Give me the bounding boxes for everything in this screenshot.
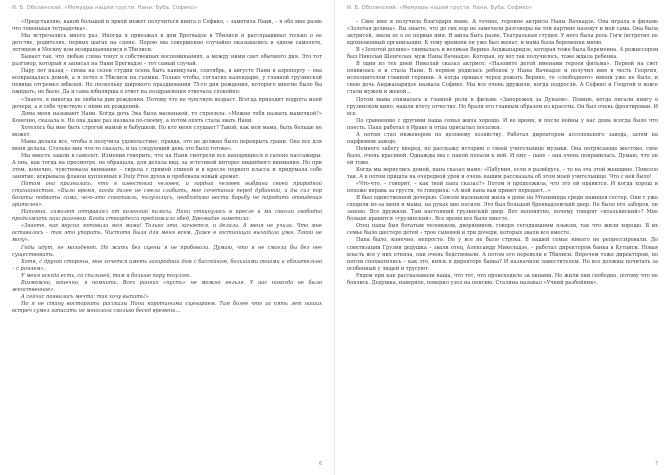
- paragraph: Дома меня называют Нани. Когда дочь Эка была маленькой, то спросила: «Можно тебя назвать мамочкой?» Конечно, сказала я. Но она даже раз назвала по-своему, а потом опять стала звать Нани.: [12, 110, 322, 124]
- right-running-head: [347, 5, 658, 12]
- right-page-body: [347, 19, 658, 287]
- right-page: [335, 0, 670, 475]
- paragraph: Напомни, самолет отправлял от коленной полосы. Нани откинулась в кресле и ми смогли свободно продолжить наш разговор. Когда стюардесса предложила обед, Брегвадзе заметила:: [12, 209, 322, 223]
- paragraph: Мама делала все, чтобы я получила удовольствие, правда, это не должно было перекрыть грани. Она все для меня делала. Столько мне что-то сказать, и на следующий день это было готово».: [12, 138, 322, 152]
- paragraph: Но я не стану восторгать рассказы Нани коротиными сценарием. Там более что за пять лет наших встреч сумел записать не монолога сколько бесед времени…: [12, 300, 322, 314]
- paragraph: Мы вместе зашли в самолет. Изменив говорить, что на Нани смотрели все находящиеся в салоне пассажиры. А она, как тогда на просмотре, не обращала, для делала вид, за эстетикой интерес вишнёвого внимания. Но при этом, конечно, чувствовала внимание – сидела с прямой спиной и в кресле первого класса и придумала себе занятие: вскрывала флакон купленных в Duty Free духов и пробовала новый аромат.: [12, 152, 322, 181]
- paragraph: Отец папы был богатым человеком, дворянином, говоря сегодняшним языком, так что жили хорошо. В их семье было шестеро детей – трое сыновей и три дочери, которых звали все вместе.: [347, 223, 658, 237]
- paragraph: «Знаете, я никогда не любила дни рождения. Потому что не чувствую возраст. Всегда приходит подруга моей дочери, а я себе чувствую с ними их рождений.: [12, 96, 322, 110]
- right-running-head-title: «Мемуары нашей грусти. Нани, Буба, Софико»: [399, 5, 533, 11]
- paragraph: А потом стал инженером по деловому хозяйству. Работал директором ассоленьного завода, затем на парфюмом заводе.: [347, 131, 658, 145]
- paragraph: Когда мы вернулись домой, папа сказал маме: «Пабуния, если я развёдусь, – то на эта этой женщине. Повезло так. А в потом пришла на очередной урок и очень нашим рассказала об этом моей учительнице. Что с ней было!: [347, 166, 658, 181]
- paragraph: Потом мама снималась в главной роли в фильме «Запорожец за Дунаем». Помню, когда писали книгу о грузинском кино, нашли итету отчество. Но брали его главным образом из красоты. Он был очень фронтирован. И все.: [347, 96, 658, 117]
- left-running-head: [12, 5, 322, 12]
- paragraph: «Представляю, какой большой и яркой может получиться книга о Софико, – заметила Нани, – я обо мне разве что тоненькая тетрадочка».: [12, 19, 322, 33]
- left-running-head-author: И. Б. Оболенский.: [12, 5, 63, 11]
- paragraph: Потом она призналась, что я известный человек, и гордый человек выбрана своей природной стихийностью. «Было время, когда далее не смела слабыть, мое сочетания перед дубинкой, а ды сил пор богиты подвиты сама, чего-это спектакль, получились, необходимо вести борьбу не порядить отвидения зрителей».: [12, 181, 322, 209]
- paragraph: А сейчас появилась мечта: так хочу выпить!»: [21, 293, 149, 300]
- paragraph: «Знаете, как вкусно готовила моя мама! Только это, качается, и делала. А меня не учила. Что мне оставалось – так это упорить. Чистота была для меня всем. Даже в гостиницах выходила уже. Такой не могу».: [12, 223, 322, 244]
- right-running-head-author: И. Б. Оболенский.: [347, 5, 398, 11]
- left-running-head-title: «Мемуары нашей грусти. Нани, Буба, Софико»: [64, 5, 198, 11]
- paragraph: Я был единственной дочерью. Совсем маленькой жила в доме на Мтацминда среди наинцев сестер. Они с уже сходили из-за меня и мамы, на руках вне носили. Это был большой бренвадзевский двор. Не было его заборов, он заново. Все дружили. Там настоящий грузинский двор. Вот непонятно, почему говорят «итальянский»? Мне больше нравится «грузинский». Все время все было вместе.: [347, 195, 658, 223]
- paragraph: В «Золотой долине» снималась и великая Верико Анджапаридзе, которая тоже была беременна. А режиссером был Николай Шенгелая, муж Наны Вачнадзе. Которая, ну вот так получилось, тоже ждала ребенка.: [347, 47, 658, 61]
- paragraph: Возможно, конечно, я помнить. Всех ранних «пусть» не можно нельзя. У нас никогда не было женственное».: [12, 279, 322, 293]
- paragraph: Бывает так, что любые слова тонут в собственных воспоминаниях, а между ними свет обычного дня. Это тот разговор, который я записал на Нани Брегвадзе – тот самый случай.: [12, 54, 322, 68]
- paragraph: У меня всегда есть, со спальней, там я больше пару погуляю.: [21, 272, 192, 279]
- right-page-number: 7: [654, 461, 658, 467]
- paragraph: Мы встречались много раз. Иногда я приезжал в дом Брегвадзе в Тбилиси и расспрашивал только о ее детстве, родителях, первых шагах на сцене. Порою мы совершенно случайно оказывались в одном самолете, летящем в Москву или возвращающемся в Тбилиси.: [12, 33, 322, 54]
- paragraph: – Свое имя я получила благодаря маме. А точнее, героине актрисы Наны Вачнадзе. Она играла в фильме «Золотая долина». Вы знаете, что до сих пор не замечали разговоры на той картине назовут и мой сама. Она была актрисой, звали ее о ее первые имя. Я шила быть разве. Театральная студия: У него была роль Гоги (встретил пе вдохновенный организации. К тому времени он уже был женат, и мама была беременна мною.: [347, 19, 658, 47]
- left-page-number: 6: [318, 461, 322, 467]
- paragraph: Немного забегу вперед, но расскажу историю о своей учительнице музыки. Она потрясающе жестоко, свое было, очень красивой. Однажды мы с папой попали к ней. И ему – папе – она очень понравилась. Думаю, что он ей тоже.: [347, 145, 658, 166]
- left-page-body: [12, 19, 322, 315]
- paragraph: Папа было, конечно, непросто. Не у все не было строка. В нашей семье никого не репрессировали. До советизации Грузии дедушка – звали отец, Александр Микеладзе, – работал директором банка в Кутаиси. Новая власть все у них отняла, они очень бедствовали. А потом его перевели в Тбилиси. Впрочем тоже директором, по потом спохватились – как это, князь в директоре банка? И назначили заместителем. Но все должны почитать за особенный у людей и трусуют.: [347, 237, 658, 272]
- paragraph: Годы идут, не молодеют. Но жить без сцены я не пробовала. Думаю, что я не смогла бы без нее существовать.: [12, 244, 322, 258]
- paragraph: По сравнению с другими наша семья жила хорошо. И во время, и после войны у нас дома всегда было что поесть. Папа работал в Ираке и отцы присылал посылки.: [347, 117, 658, 131]
- paragraph: В один из тех дней Николай сказал актрисе: «Назовите детей именами героев фильма». Первой на свет появилась я и стала Нани. В первом родилась ребенок у Наны Вачнадзе и получил имя в честь Георгия, исполнителем главной героини. А когда пришел черед рожать Верико, то «свободного» имени уже не было, и свою дочь Анджапаридзе назвала Софико. Мы все очень дружили, когда подросли. А Софико и Георгий и вовсе стали мужем и женой…: [347, 61, 658, 96]
- paragraph: Хотя, с другой стороны, мне хочется иметь загородний дом с бассейном, большими окнами и обязательно – с роялем».: [12, 258, 322, 272]
- paragraph: Хотелось бы мне быть строгой мамой и бабушкой. Но кто меня слушает? Такой, как моя мама, быть больше не может.: [12, 124, 322, 138]
- paragraph: Рядом при как рассказывали наша, что тот, что происходило за окнами. Но жили они свободно, потому что не боялись. Дедушка, наверное, поверил узел на пенсию. Сталина называл «Учкий разбойник».: [347, 272, 658, 286]
- paragraph: Пару лет назад – снова на сезон студии осень быть каникулам, сентябрь, в августе Нани в аэропорту – она возвращалась домой, а я летел в Тбилиси на съемки. Только чтобы, согласно календарю, у главной грузинской певицы отгремел юбилей. Но поскольку широкого празднования 75-го дня рождения, которого многие было бы ожидать, не было. Да и сама юбилярша в ответ на поздравления отвечала спокойно:: [12, 68, 322, 96]
- paragraph: «Что-что, – говорит, – как твой папа сказал?» Потом я продолжила, что это ей нравится. И когда хорош и похоже вправа за грусти, то говорила: «А мой папа вам привет передает…»: [347, 181, 658, 195]
